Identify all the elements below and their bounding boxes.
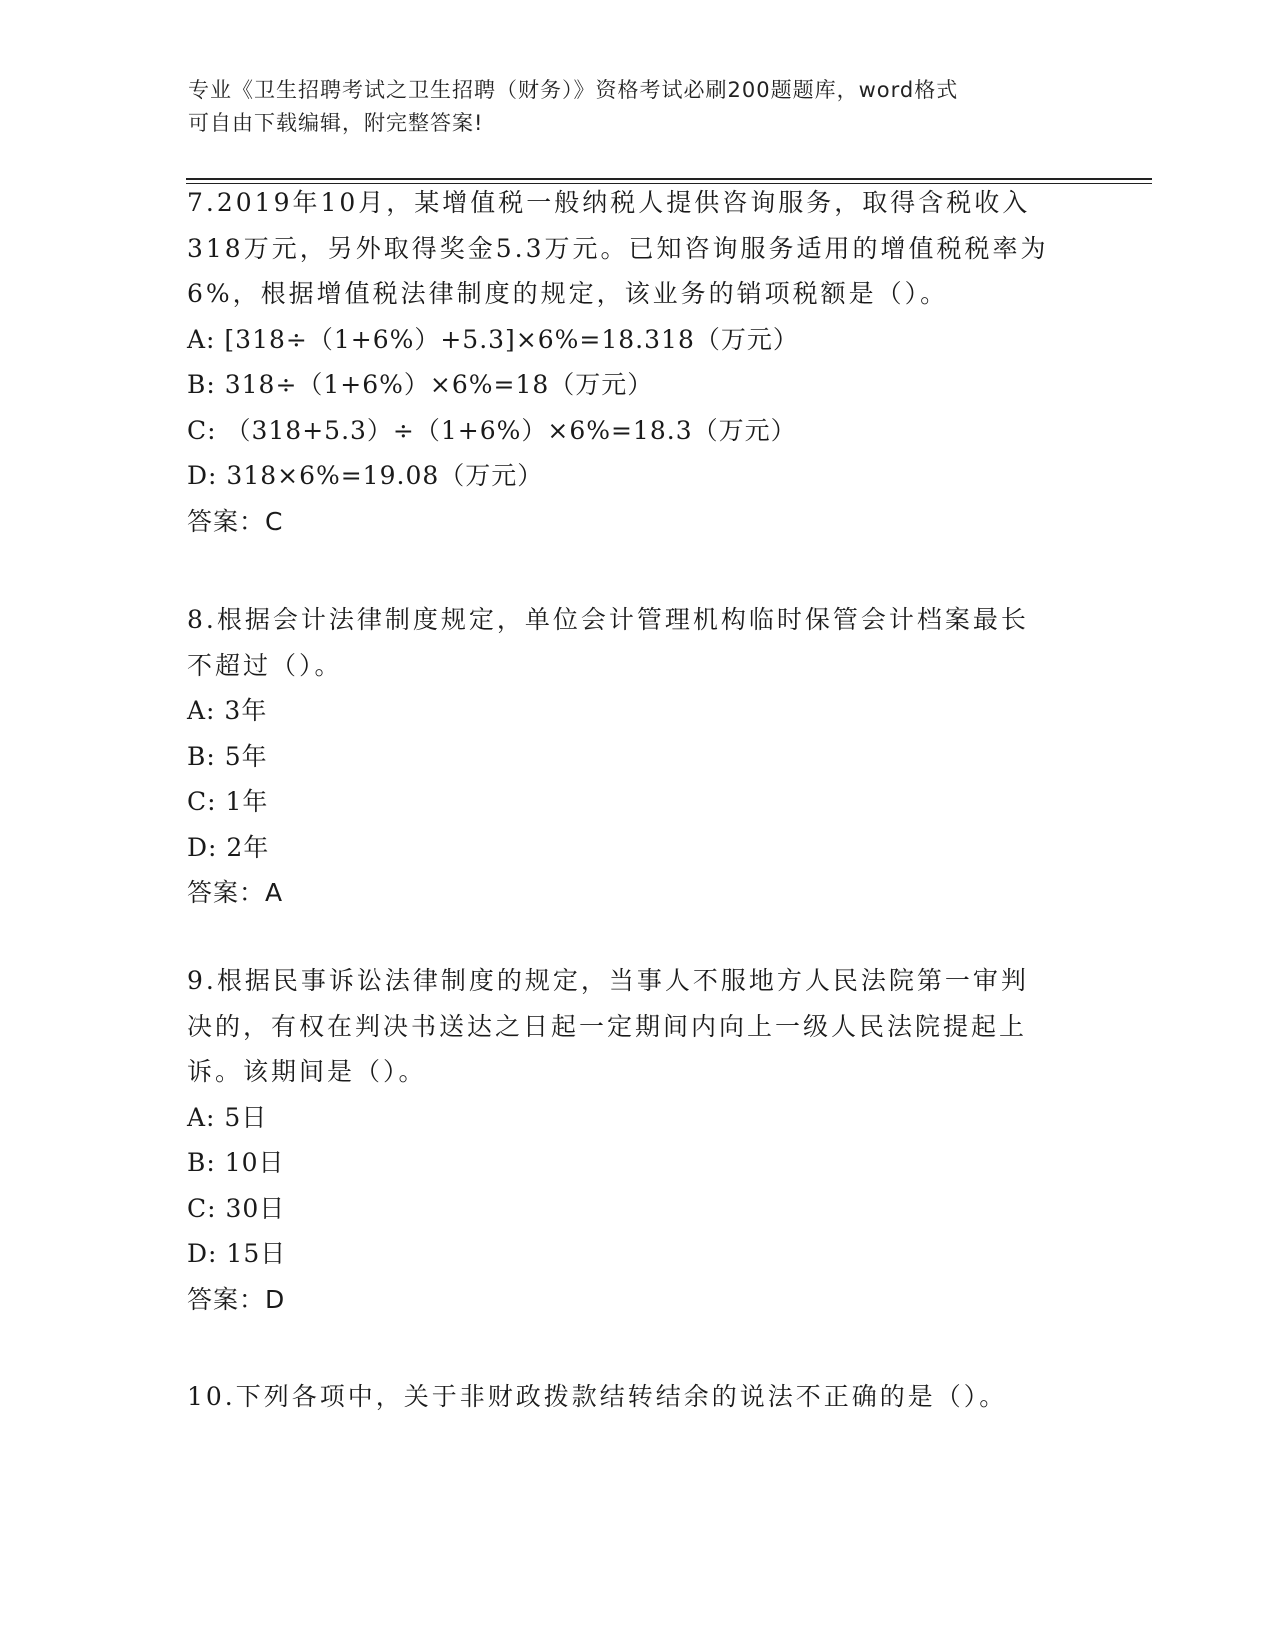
option-d: D: 318×6%=19.08（万元） — [187, 461, 544, 490]
answer-label: 答案：D — [187, 1284, 286, 1314]
question-stem-line: 318万元，另外取得奖金5.3万元。已知咨询服务适用的增值税税率为 — [187, 233, 1049, 263]
question-stem-line: 6%，根据增值税法律制度的规定，该业务的销项税额是（）。 — [187, 279, 949, 308]
option-c: C: 30日 — [187, 1193, 286, 1223]
question-stem-line: 决的，有权在判决书送达之日起一定期间内向上一级人民法院提起上 — [187, 1011, 1028, 1041]
question-stem-line: 8.根据会计法律制度规定，单位会计管理机构临时保管会计档案最长 — [187, 605, 1029, 634]
option-b: B: 5年 — [187, 741, 268, 771]
question-9 — [187, 958, 1107, 1322]
option-c: C: （318+5.3）÷（1+6%）×6%=18.3（万元） — [187, 415, 797, 445]
question-stem-line: 9.根据民事诉讼法律制度的规定，当事人不服地方人民法院第一审判 — [187, 966, 1029, 995]
question-8 — [187, 597, 1107, 916]
option-d: D: 2年 — [187, 832, 270, 862]
question-7 — [187, 180, 1107, 544]
document-header — [188, 74, 1068, 140]
option-a: A: 5日 — [187, 1102, 268, 1132]
header-line-2: 可自由下载编辑，附完整答案! — [188, 111, 484, 135]
question-stem-line: 7.2019年10月，某增值税一般纳税人提供咨询服务，取得含税收入 — [187, 188, 1031, 217]
answer-label: 答案：C — [187, 506, 284, 536]
option-a: A: 3年 — [187, 696, 268, 725]
answer-label: 答案：A — [187, 878, 284, 907]
option-d: D: 15日 — [187, 1239, 287, 1268]
question-stem-line: 不超过（）。 — [187, 650, 343, 680]
option-a: A: [318÷（1+6%）+5.3]×6%=18.318（万元） — [187, 324, 799, 354]
option-b: B: 10日 — [187, 1148, 285, 1177]
option-b: B: 318÷（1+6%）×6%=18（万元） — [187, 370, 654, 399]
option-c: C: 1年 — [187, 787, 269, 816]
question-10 — [187, 1374, 1107, 1420]
header-line-1: 专业《卫生招聘考试之卫生招聘（财务）》资格考试必刷200题题库，word格式 — [188, 78, 959, 102]
question-stem-line: 10.下列各项中，关于非财政拨款结转结余的说法不正确的是（）。 — [187, 1382, 1008, 1411]
question-stem-line: 诉。该期间是（）。 — [187, 1057, 427, 1086]
